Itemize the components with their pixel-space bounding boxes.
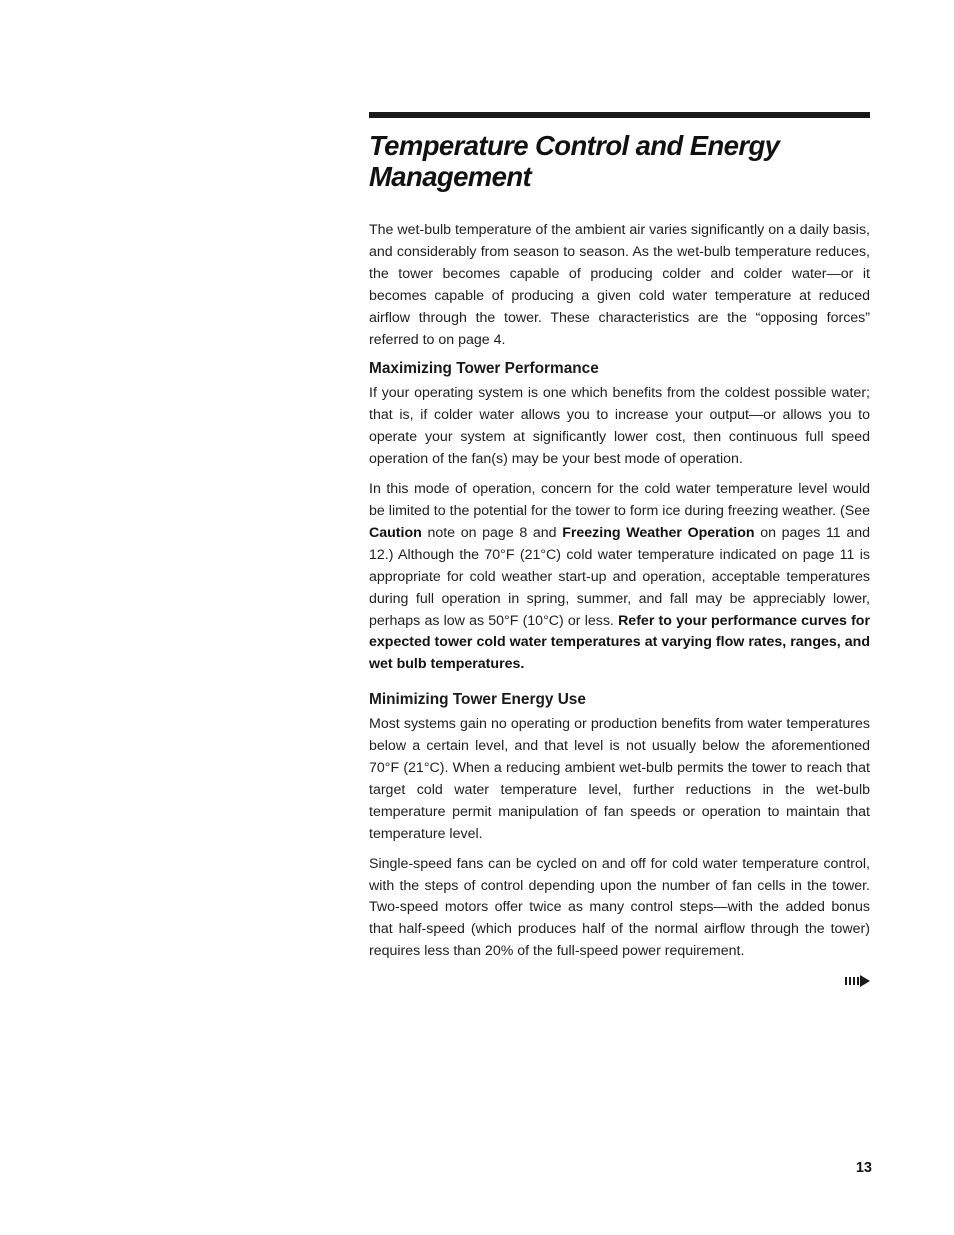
page-number: 13 xyxy=(855,1160,872,1176)
performance-curves-note: Refer to your performance curves for expected tower cold water temperatures at varying flow rates, ranges, and wet bulb temperatures. xyxy=(369,612,870,673)
page-title: Temperature Control and Energy Management xyxy=(369,130,780,192)
main-content xyxy=(369,220,870,971)
text-run: note on page 8 and xyxy=(421,524,563,541)
text-run: In this mode of operation, concern for the cold water temperature level would be limited to the potential for the tower to form ice during freezing weather. (See xyxy=(369,481,870,519)
header-rule xyxy=(369,112,870,118)
text-run: on pages 11 and 12.) Although the 70°F (21°C) cold water temperature indicated on page 11 is appropriate for cold weather start-up and operation, acceptable temperatures during full operation in spring, summer, and fall may be appreciably lower, perhaps as low as 50°F (10°C) or less. xyxy=(369,524,870,629)
minimizing-paragraph-2: Single-speed fans can be cycled on and off for cold water temperature control, with the steps of control depending upon the number of fan cells in the tower. Two-speed motors offer twice as many control steps—with the added bonus that half-speed (which produces half of the normal airflow through the tower) requires less than 20% of the full-speed power requirement. xyxy=(369,855,870,960)
maximizing-paragraph-1: If your operating system is one which benefits from the coldest possible water; that is, if colder water allows you to increase your output—or allows you to operate your system at significantly lower cost, then continuous full speed operation of the fan(s) may be your best mode of operation. xyxy=(369,385,870,468)
freezing-weather-ref: Freezing Weather Operation xyxy=(562,524,755,541)
continue-arrow-icon xyxy=(845,974,871,988)
minimizing-paragraph-1: Most systems gain no operating or production benefits from water temperatures below a certain level, and that level is not usually below the aforementioned 70°F (21°C). When a reducing ambient wet-bulb permits the tower to reach that target cold water temperature level, further reductions in the wet-bulb temperature permit manipulation of fan speeds or operation to maintain that temperature level. xyxy=(369,716,870,842)
maximizing-paragraph-2 xyxy=(369,479,870,676)
caution-ref: Caution xyxy=(369,524,422,541)
section-heading-minimizing: Minimizing Tower Energy Use xyxy=(369,691,586,709)
intro-paragraph: The wet-bulb temperature of the ambient air varies significantly on a daily basis, and considerably from season to season. As the wet-bulb temperature reduces, the tower becomes capable of producing colder and colder water—or it becomes capable of producing a given cold water temperature at reduced airflow through the tower. These characteristics are the “opposing forces” referred to on page 4. xyxy=(369,222,870,348)
section-heading-maximizing: Maximizing Tower Performance xyxy=(369,360,599,378)
